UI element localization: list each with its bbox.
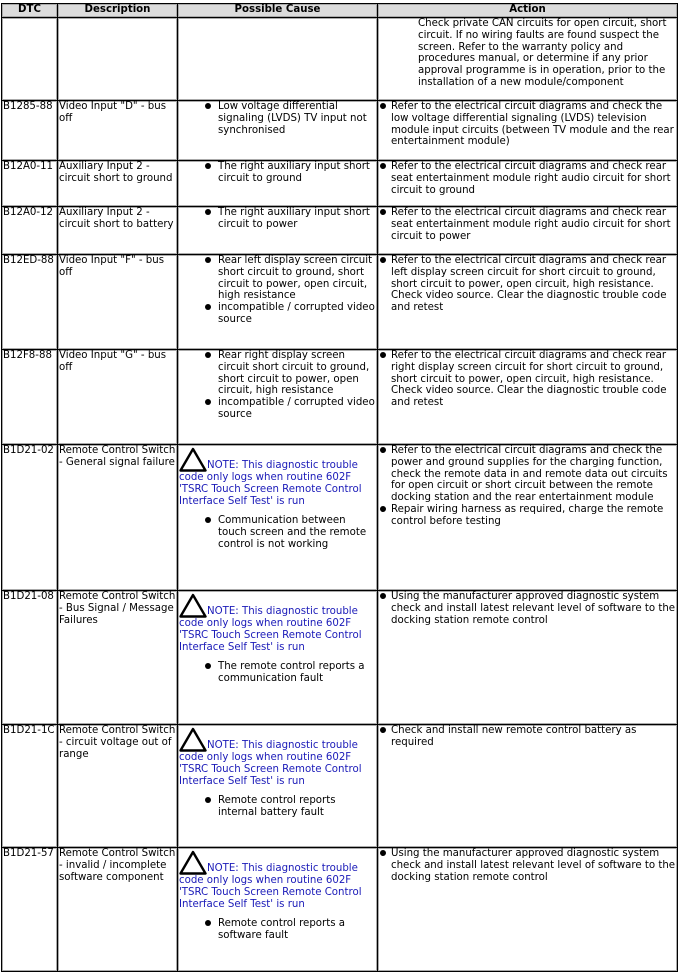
action-cell xyxy=(378,445,678,591)
table-row xyxy=(2,101,678,161)
action-list xyxy=(379,725,676,749)
warning-triangle-icon xyxy=(179,727,207,752)
warning-triangle-icon xyxy=(179,850,207,875)
dtc-code xyxy=(2,18,58,101)
action-cell xyxy=(378,591,678,725)
header-dtc: DTC xyxy=(2,4,58,18)
cause-item: incompatible / corrupted video source xyxy=(179,302,376,326)
header-description: Description xyxy=(58,4,178,18)
cause-item: Remote control reports internal battery fault xyxy=(179,795,376,819)
action-item: Refer to the electrical circuit diagrams and check the low voltage differential signaling (LVDS) television module input circuits (between TV module and the rear entertainment module) xyxy=(379,101,676,148)
action-list xyxy=(379,255,676,314)
action-list xyxy=(379,848,676,883)
possible-cause-cell xyxy=(178,848,378,972)
cause-list xyxy=(179,101,376,136)
action-list xyxy=(379,591,676,626)
header-action: Action xyxy=(378,4,678,18)
table-row xyxy=(2,725,678,848)
warning-triangle-icon xyxy=(179,593,207,618)
table-row xyxy=(2,848,678,972)
dtc-table xyxy=(1,3,678,972)
warning-triangle-icon xyxy=(179,447,207,472)
table-row xyxy=(2,161,678,207)
action-list xyxy=(379,445,676,528)
action-cell xyxy=(378,848,678,972)
cause-item: Rear right display screen circuit short circuit to ground, short circuit to power, open circuit, high resistance xyxy=(179,350,376,397)
action-text: Check private CAN circuits for open circuit, short circuit. If no wiring faults are found suspect the screen. Refer to the warranty policy and procedures manual, or determine if any prior approval programme is in operation, prior to the installation of a new module/component xyxy=(418,18,667,88)
warning-icon xyxy=(179,447,207,472)
possible-cause-cell xyxy=(178,207,378,255)
dtc-description: Remote Control Switch - circuit voltage out of range xyxy=(58,725,178,848)
cause-list xyxy=(179,350,376,421)
cause-list xyxy=(179,161,376,185)
cause-item: Low voltage differential signaling (LVDS) TV input not synchronised xyxy=(179,101,376,136)
diagnostic-note xyxy=(179,593,376,653)
diagnostic-note xyxy=(179,727,376,787)
table-row xyxy=(2,445,678,591)
cause-list xyxy=(179,661,376,685)
action-item: Refer to the electrical circuit diagrams and check rear left display screen circuit for short circuit to ground, short circuit to power, open circuit, high resistance. Check video source. Clear the diagnostic trouble code and retest xyxy=(379,255,676,314)
action-item: Using the manufacturer approved diagnostic system check and install latest relevant level of software to the docking station remote control xyxy=(379,591,676,626)
dtc-description: Video Input "G" - bus off xyxy=(58,350,178,445)
cause-item: Rear left display screen circuit short circuit to ground, short circuit to power, open circuit, high resistance xyxy=(179,255,376,302)
cause-list xyxy=(179,207,376,231)
note-text: NOTE: This diagnostic trouble code only logs when routine 602F 'TSRC Touch Screen Remote Control Interface Self Test' is run xyxy=(179,606,362,653)
cause-list xyxy=(179,795,376,819)
note-text: NOTE: This diagnostic trouble code only logs when routine 602F 'TSRC Touch Screen Remote Control Interface Self Test' is run xyxy=(179,863,362,910)
possible-cause-cell xyxy=(178,18,378,101)
header-possible-cause: Possible Cause xyxy=(178,4,378,18)
dtc-description: Video Input "D" - bus off xyxy=(58,101,178,161)
action-cell xyxy=(378,101,678,161)
cause-item: incompatible / corrupted video source xyxy=(179,397,376,421)
action-cell xyxy=(378,18,678,101)
dtc-code: B1D21-1C xyxy=(2,725,58,848)
action-item: Check and install new remote control battery as required xyxy=(379,725,676,749)
dtc-description: Remote Control Switch - invalid / incomplete software component xyxy=(58,848,178,972)
note-text: NOTE: This diagnostic trouble code only logs when routine 602F 'TSRC Touch Screen Remote Control Interface Self Test' is run xyxy=(179,740,362,787)
action-list xyxy=(379,350,676,409)
table-body xyxy=(2,18,678,972)
possible-cause-cell xyxy=(178,725,378,848)
warning-icon xyxy=(179,727,207,752)
dtc-code: B12A0-12 xyxy=(2,207,58,255)
action-list xyxy=(379,207,676,242)
action-item: Using the manufacturer approved diagnostic system check and install latest relevant level of software to the docking station remote control xyxy=(379,848,676,883)
diagnostic-note xyxy=(179,850,376,910)
dtc-code: B1D21-57 xyxy=(2,848,58,972)
warning-icon xyxy=(179,850,207,875)
action-cell xyxy=(378,725,678,848)
cause-item: Remote control reports a software fault xyxy=(179,918,376,942)
dtc-code: B12A0-11 xyxy=(2,161,58,207)
possible-cause-cell xyxy=(178,445,378,591)
table-row xyxy=(2,591,678,725)
table-row xyxy=(2,350,678,445)
action-cell xyxy=(378,350,678,445)
action-cell xyxy=(378,161,678,207)
possible-cause-cell xyxy=(178,591,378,725)
possible-cause-cell xyxy=(178,101,378,161)
cause-item: Communication between touch screen and the remote control is not working xyxy=(179,515,376,550)
cause-list xyxy=(179,515,376,550)
cause-item: The remote control reports a communication fault xyxy=(179,661,376,685)
dtc-code: B12F8-88 xyxy=(2,350,58,445)
table-row xyxy=(2,207,678,255)
dtc-code: B1D21-08 xyxy=(2,591,58,725)
dtc-description: Auxiliary Input 2 - circuit short to ground xyxy=(58,161,178,207)
possible-cause-cell xyxy=(178,350,378,445)
dtc-code: B12ED-88 xyxy=(2,255,58,350)
action-item: Repair wiring harness as required, charge the remote control before testing xyxy=(379,504,676,528)
table-row xyxy=(2,18,678,101)
action-item: Refer to the electrical circuit diagrams and check the power and ground supplies for the charging function, check the remote data in and remote data out circuits for open circuit or short circuit between the remote docking station and the rear entertainment module xyxy=(379,445,676,504)
action-cell xyxy=(378,255,678,350)
dtc-description xyxy=(58,18,178,101)
cause-item: The right auxiliary input short circuit to ground xyxy=(179,161,376,185)
possible-cause-cell xyxy=(178,255,378,350)
note-text: NOTE: This diagnostic trouble code only logs when routine 602F 'TSRC Touch Screen Remote Control Interface Self Test' is run xyxy=(179,460,362,507)
cause-list xyxy=(179,255,376,326)
action-item: Refer to the electrical circuit diagrams and check rear right display screen circuit for short circuit to ground, short circuit to power, open circuit, high resistance. Check video source. Clear the diagnostic trouble code and retest xyxy=(379,350,676,409)
dtc-code: B1285-88 xyxy=(2,101,58,161)
warning-icon xyxy=(179,593,207,618)
cause-list xyxy=(179,918,376,942)
dtc-description: Remote Control Switch - Bus Signal / Message Failures xyxy=(58,591,178,725)
possible-cause-cell xyxy=(178,161,378,207)
diagnostic-note xyxy=(179,447,376,507)
header-row xyxy=(2,4,678,18)
table-row xyxy=(2,255,678,350)
dtc-code: B1D21-02 xyxy=(2,445,58,591)
action-item: Refer to the electrical circuit diagrams and check rear seat entertainment module right audio circuit for short circuit to ground xyxy=(379,161,676,196)
action-list xyxy=(379,101,676,148)
dtc-description: Remote Control Switch - General signal failure xyxy=(58,445,178,591)
cause-item: The right auxiliary input short circuit to power xyxy=(179,207,376,231)
dtc-description: Auxiliary Input 2 - circuit short to battery xyxy=(58,207,178,255)
action-cell xyxy=(378,207,678,255)
dtc-description: Video Input "F" - bus off xyxy=(58,255,178,350)
action-item: Refer to the electrical circuit diagrams and check rear seat entertainment module right audio circuit for short circuit to power xyxy=(379,207,676,242)
action-list xyxy=(379,161,676,196)
